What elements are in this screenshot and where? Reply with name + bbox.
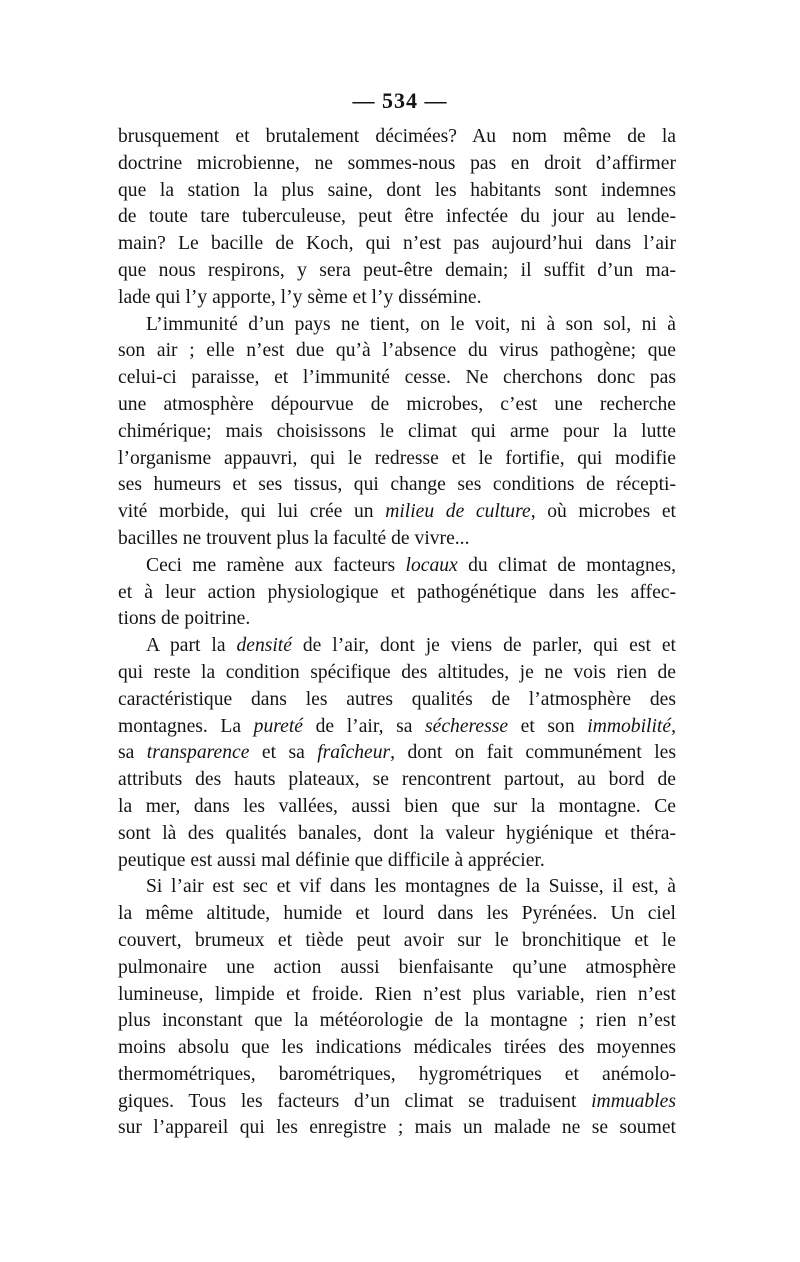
text-line: lade qui l’y apporte, l’y sème et l’y dissémine. — [118, 286, 482, 308]
text-line: bacilles ne trouvent plus la faculté de vivre... — [118, 527, 470, 549]
text-line: Ceci me ramène aux facteurs locaux du climat de montagnes, — [146, 554, 676, 576]
text-line: brusquement et brutalement décimées? Au nom même de la — [118, 126, 676, 147]
text-line: et à leur action physiologique et pathogénétique dans les affec- — [118, 581, 676, 603]
text-line: pulmonaire une action aussi bienfaisante qu’une atmosphère — [118, 956, 676, 978]
text-line: thermométriques, barométriques, hygrométriques et anémolo- — [118, 1063, 676, 1085]
text-line: l’organisme appauvri, qui le redresse et le fortifie, qui modifie — [118, 447, 676, 469]
body-text — [118, 124, 676, 1142]
text-line: montagnes. La pureté de l’air, sa sécheresse et son immobilité, — [118, 715, 676, 737]
text-line: que la station la plus saine, dont les habitants sont indemnes — [118, 179, 676, 201]
text-line: de toute tare tuberculeuse, peut être infectée du jour au lende- — [118, 206, 676, 228]
text-line: sont là des qualités banales, dont la valeur hygiénique et théra- — [118, 822, 676, 844]
text-line: qui reste la condition spécifique des altitudes, je ne vois rien de — [118, 661, 676, 683]
text-line: sa transparence et sa fraîcheur, dont on fait communément les — [118, 742, 676, 764]
text-line: vité morbide, qui lui crée un milieu de culture, où microbes et — [118, 501, 676, 523]
text-line: couvert, brumeux et tiède peut avoir sur le bronchitique et le — [118, 929, 676, 951]
text-line: doctrine microbienne, ne sommes-nous pas en droit d’affirmer — [118, 152, 676, 174]
text-line: moins absolu que les indications médicales tirées des moyennes — [118, 1037, 676, 1059]
text-line: la même altitude, humide et lourd dans les Pyrénées. Un ciel — [118, 903, 676, 925]
text-line: ses humeurs et ses tissus, qui change ses conditions de récepti- — [118, 474, 676, 496]
text-line: lumineuse, limpide et froide. Rien n’est plus variable, rien n’est — [118, 983, 676, 1005]
text-line: A part la densité de l’air, dont je viens de parler, qui est et — [146, 635, 676, 657]
text-line: L’immunité d’un pays ne tient, on le voit, ni à son sol, ni à — [146, 313, 676, 335]
text-line: chimérique; mais choisissons le climat qui arme pour la lutte — [118, 420, 676, 442]
text-line: tions de poitrine. — [118, 608, 251, 630]
text-line: son air ; elle n’est due qu’à l’absence du virus pathogène; que — [118, 340, 676, 362]
text-line: sur l’appareil qui les enregistre ; mais un malade ne se soumet — [118, 1117, 676, 1139]
text-line: Si l’air est sec et vif dans les montagnes de la Suisse, il est, à — [146, 876, 676, 898]
text-line: une atmosphère dépourvue de microbes, c’est une recherche — [118, 393, 676, 415]
text-line: main? Le bacille de Koch, qui n’est pas aujourd’hui dans l’air — [118, 233, 676, 255]
text-line: peutique est aussi mal définie que difficile à apprécier. — [118, 849, 545, 871]
text-line: que nous respirons, y sera peut-être demain; il suffit d’un ma- — [118, 259, 676, 281]
text-line: celui-ci paraisse, et l’immunité cesse. Ne cherchons donc pas — [118, 367, 676, 389]
text-line: la mer, dans les vallées, aussi bien que sur la montagne. Ce — [118, 795, 676, 817]
page-number: — 534 — — [352, 88, 448, 113]
text-line: plus inconstant que la météorologie de la montagne ; rien n’est — [118, 1010, 676, 1032]
text-line: giques. Tous les facteurs d’un climat se traduisent immuables — [118, 1090, 676, 1112]
text-line: attributs des hauts plateaux, se rencontrent partout, au bord de — [118, 769, 676, 791]
text-line: caractéristique dans les autres qualités de l’atmosphère des — [118, 688, 676, 710]
